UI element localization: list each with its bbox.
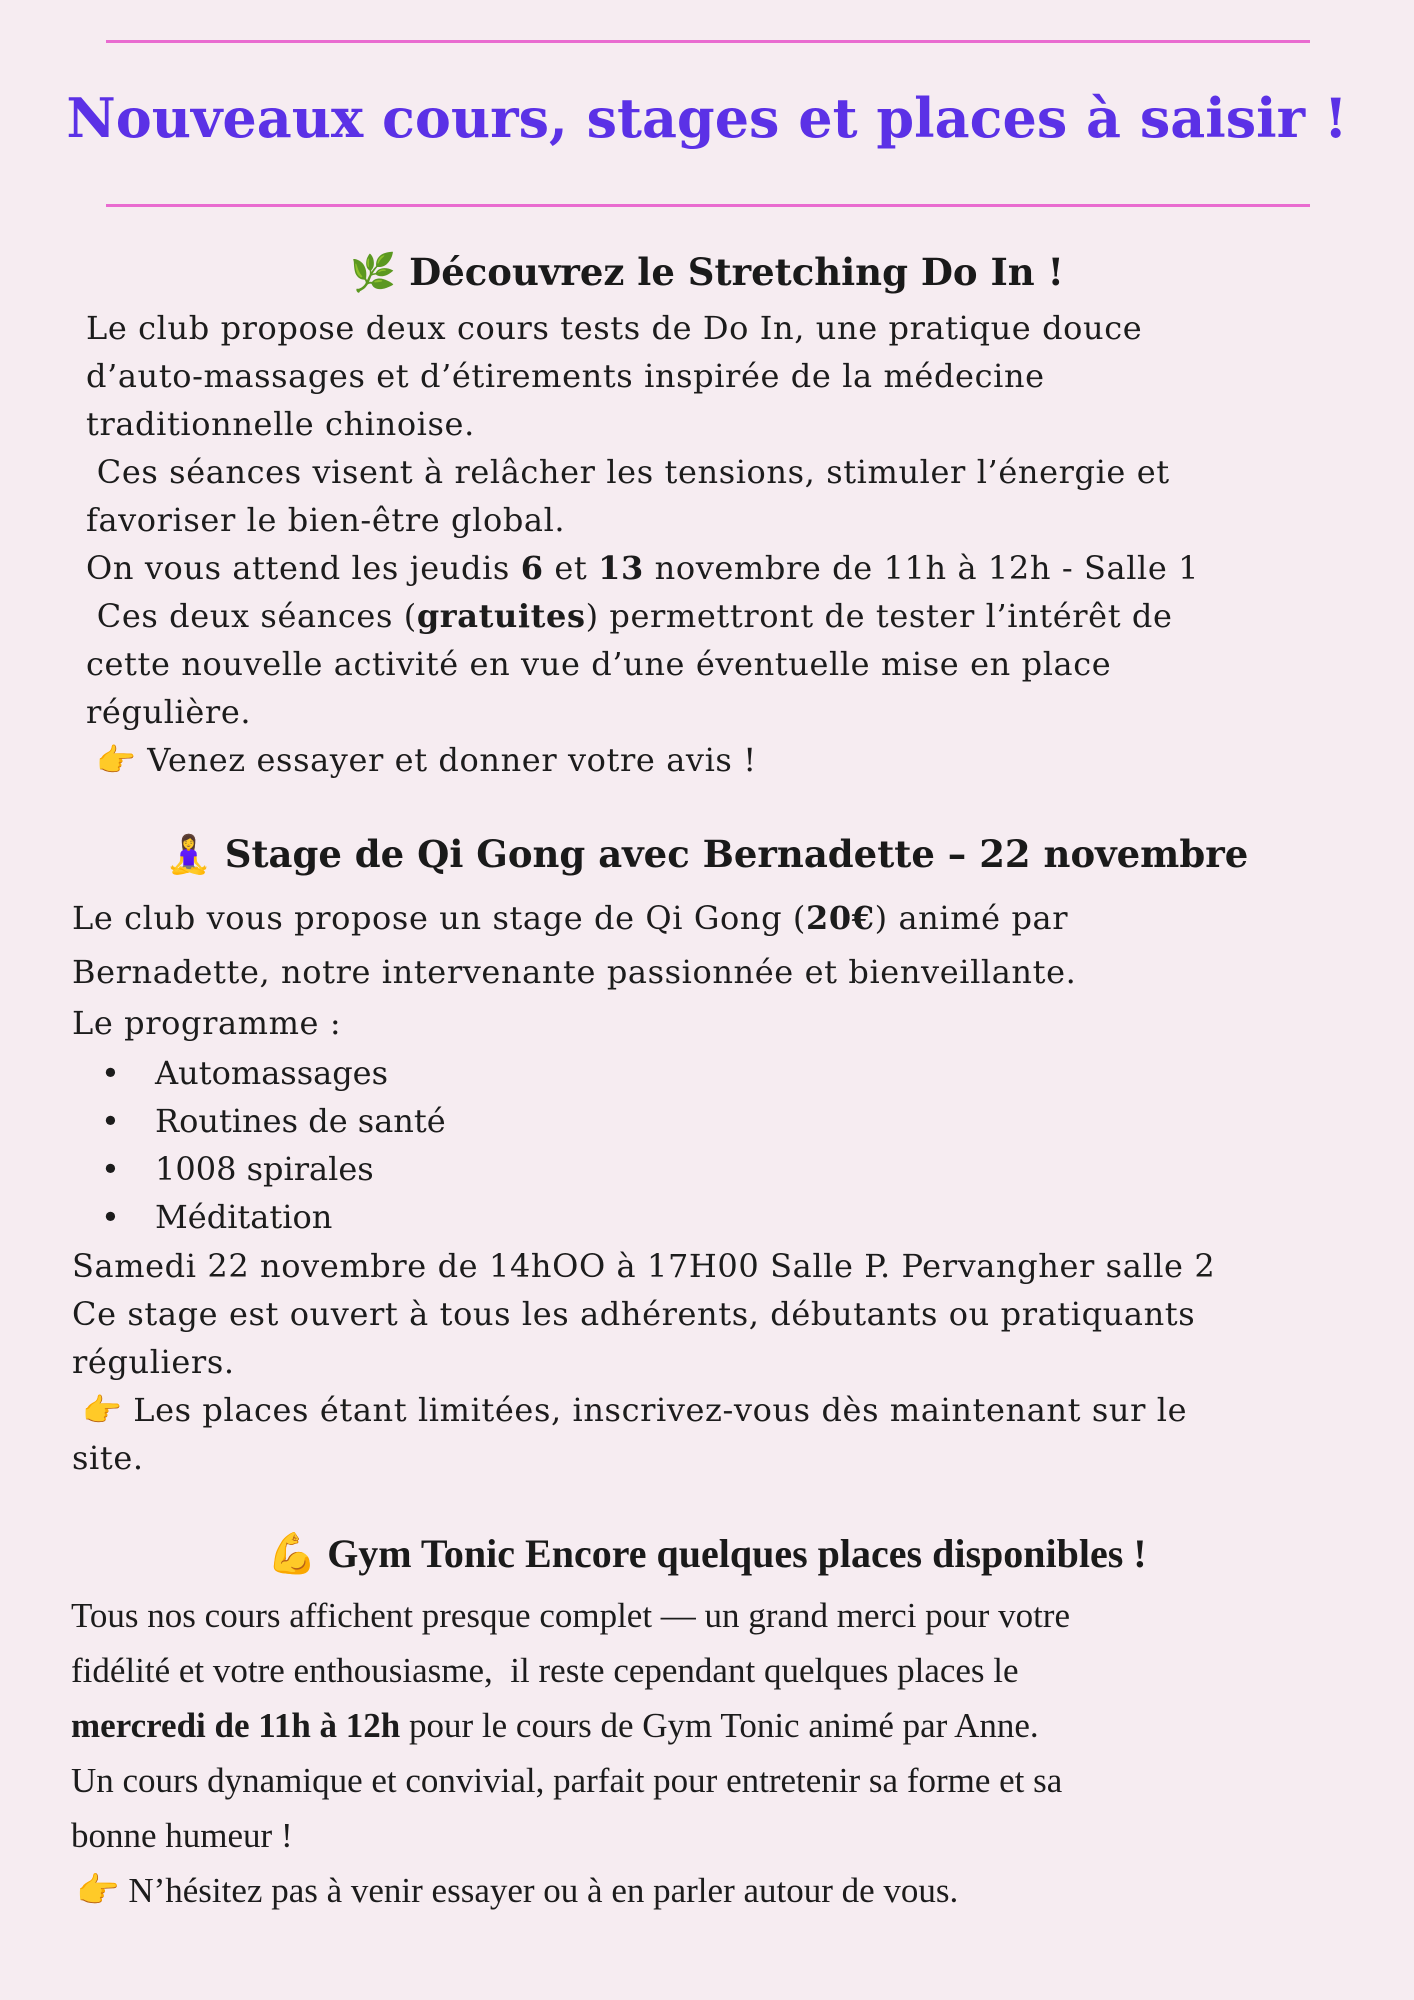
doin-cta [96, 736, 757, 784]
programme-item-label: Méditation [155, 1198, 333, 1236]
gym-line5: bonne humeur ! [71, 1816, 293, 1855]
title-divider [106, 204, 1310, 207]
qigong-heading [0, 832, 1414, 877]
doin-date-line [86, 544, 1199, 592]
qigong-heading-text: Stage de Qi Gong avec Bernadette – 22 novembre [224, 832, 1249, 876]
bullet-icon: • [101, 1054, 120, 1092]
programme-item-label: Routines de santé [155, 1102, 446, 1140]
top-divider [106, 40, 1310, 43]
doin-p1-line3: traditionnelle chinoise. [86, 405, 475, 443]
doin-free-label: gratuites [416, 597, 586, 635]
programme-item-label: Automassages [155, 1054, 389, 1092]
doin-heading-text: Découvrez le Stretching Do In ! [409, 250, 1064, 294]
gym-heading [0, 1530, 1414, 1577]
qigong-open-line2: réguliers. [72, 1343, 235, 1381]
doin-p2-line2: favoriser le bien-être global. [86, 501, 566, 539]
doin-date-post: novembre de 11h à 12h - Salle 1 [643, 549, 1200, 587]
doin-date-day2: 13 [598, 549, 644, 587]
qigong-price: 20€ [806, 899, 875, 937]
qigong-schedule: Samedi 22 novembre de 14hOO à 17H00 Salle P. Pervangher salle 2 [72, 1247, 1216, 1285]
qigong-programme-label: Le programme : [72, 1004, 342, 1042]
pointing-hand-icon: 👉 [96, 741, 137, 779]
doin-date-pre: On vous attend les jeudis [86, 549, 521, 587]
bullet-icon: • [101, 1102, 120, 1140]
qigong-open-line1: Ce stage est ouvert à tous les adhérents, débutants ou pratiquants [72, 1295, 1196, 1333]
doin-p3-line2: cette nouvelle activité en vue d’une éventuelle mise en place [86, 645, 1112, 683]
doin-p1-line2: d’auto-massages et d’étirements inspirée de la médecine [86, 357, 1045, 395]
pointing-hand-icon: 👉 [82, 1391, 123, 1429]
doin-p3-post: ) permettront de tester l’intérêt de [585, 597, 1173, 635]
doin-p3-line1 [86, 592, 1173, 640]
doin-p3-pre: Ces deux séances ( [86, 597, 417, 635]
programme-item-label: 1008 spirales [155, 1150, 374, 1188]
herb-icon: 🌿 [350, 251, 397, 294]
gym-cta [76, 1863, 958, 1919]
gym-line1: Tous nos cours affichent presque complet — un grand merci pour votre [71, 1596, 1070, 1635]
qigong-cta-line1 [82, 1386, 1187, 1434]
gym-line2: fidélité et votre enthousiasme, il reste cependant quelques places le [71, 1651, 1019, 1690]
gym-heading-text: Gym Tonic Encore quelques places disponibles ! [327, 1531, 1147, 1576]
pointing-hand-icon: 👉 [76, 1871, 120, 1911]
flexed-biceps-icon: 💪 [267, 1531, 318, 1577]
doin-p3-line3: régulière. [86, 693, 252, 731]
doin-p2-line1: Ces séances visent à relâcher les tensions, stimuler l’énergie et [86, 453, 1170, 491]
doin-cta-text: Venez essayer et donner votre avis ! [136, 741, 757, 779]
page-title: Nouveaux cours, stages et places à saisir ! [66, 86, 1348, 150]
bullet-icon: • [101, 1150, 120, 1188]
qigong-intro-line2: Bernadette, notre intervenante passionnée et bienveillante. [72, 953, 1077, 991]
gym-cta-text: N’hésitez pas à venir essayer ou à en parler autour de vous. [119, 1871, 959, 1910]
gym-line3 [71, 1698, 1039, 1753]
meditation-icon: 🧘‍♀️ [165, 833, 212, 876]
qigong-cta-text: Les places étant limitées, inscrivez-vous dès maintenant sur le [122, 1391, 1188, 1429]
doin-p1-line1: Le club propose deux cours tests de Do In, une pratique douce [86, 309, 1143, 347]
gym-line3-text: pour le cours de Gym Tonic animé par Anne. [400, 1706, 1039, 1745]
doin-heading [0, 250, 1414, 295]
qigong-intro-post: ) animé par [874, 899, 1069, 937]
gym-line4: Un cours dynamique et convivial, parfait pour entretenir sa forme et sa [71, 1761, 1063, 1800]
qigong-intro-line1 [72, 894, 1068, 942]
bullet-icon: • [101, 1198, 120, 1236]
qigong-intro-pre: Le club vous propose un stage de Qi Gong ( [72, 899, 807, 937]
doin-date-mid: et [543, 549, 599, 587]
doin-date-day1: 6 [520, 549, 544, 587]
qigong-cta-line2: site. [72, 1439, 144, 1477]
gym-schedule: mercredi de 11h à 12h [71, 1706, 401, 1745]
